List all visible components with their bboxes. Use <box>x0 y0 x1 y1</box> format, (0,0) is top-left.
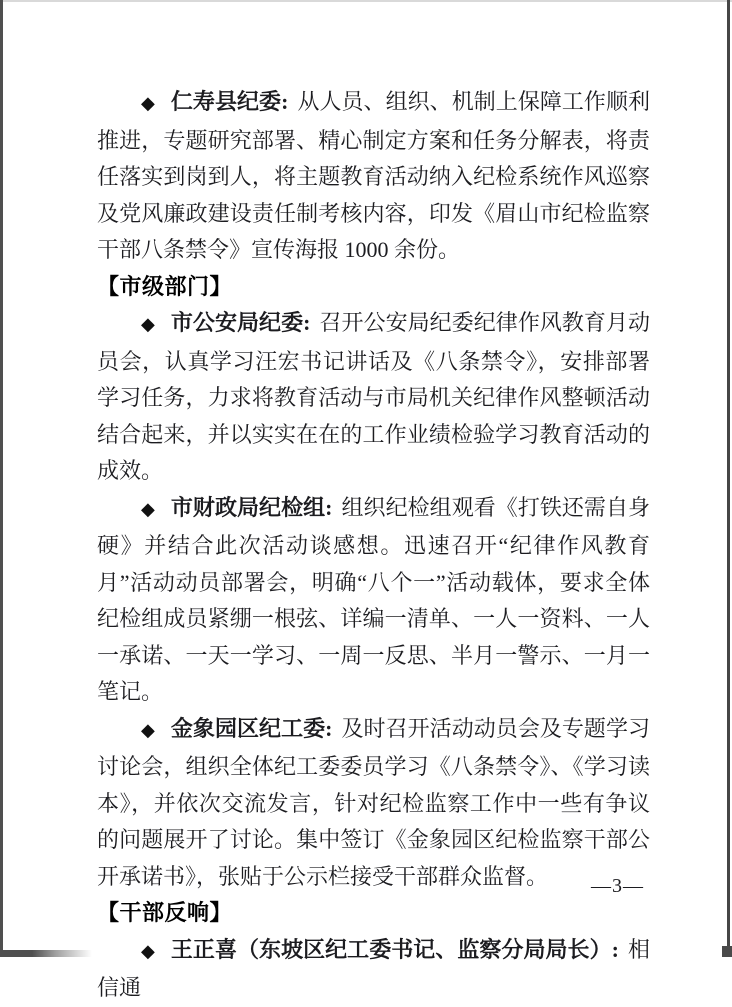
bulletin-item-text: 相信通 <box>97 936 651 1000</box>
diamond-bullet-icon: ◆ <box>141 314 155 335</box>
bulletin-item-person-name: 王正喜（东坡区纪工委书记、监察分局局长）: <box>170 936 619 962</box>
scan-edge-right <box>727 0 730 957</box>
bulletin-item-text: 及时召开活动动员会及专题学习讨论会，组织全体纪工委委员学习《八条禁令》、《学习读本》，并依次交流发言，针对纪检监察工作中一些有争议的问题展开了讨论。集中签订《金象园区纪检监察干部公开承诺书》，张贴于公示栏接受干部群众监督。 <box>97 715 651 889</box>
bulletin-item-org-name: 市公安局纪委: <box>170 310 311 335</box>
scan-edge-bottom-right <box>722 946 732 957</box>
section-heading: 【干部反响】 <box>97 900 233 925</box>
bulletin-item-org-name: 金象园区纪工委: <box>170 715 333 741</box>
document-text-block <box>97 84 650 1007</box>
diamond-bullet-icon: ◆ <box>141 940 155 962</box>
bulletin-item-org-name: 仁寿县纪委: <box>170 89 289 114</box>
bulletin-item-text: 召开公安局纪委纪律作风教育月动员会，认真学习汪宏书记讲话及《八条禁令》，安排部署学习任务，力求将教育活动与市局机关纪律作风整顿活动结合起来，并以实实在在的工作业绩检验学习教育活动的成效。 <box>97 310 651 483</box>
scan-edge-top <box>0 0 732 2</box>
bulletin-item <box>97 711 650 896</box>
bulletin-item <box>97 932 650 1007</box>
bulletin-item <box>97 490 650 711</box>
bulletin-item <box>97 84 650 269</box>
bulletin-item-org-name: 市财政局纪检组: <box>170 494 333 520</box>
bulletin-item-text: 组织纪检组观看《打铁还需自身硬》并结合此次活动谈感想。迅速召开“纪律作风教育月”活动动员部署会，明确“八个一”活动载体，要求全体纪检组成员紧绷一根弦、详编一清单、一人一资料、一人一承诺、一天一学习、一周一反思、半月一警示、一月一笔记。 <box>97 494 651 704</box>
scan-edge-bottom-left <box>0 950 92 957</box>
bulletin-item-text: 从人员、组织、机制上保障工作顺利推进，专题研究部署、精心制定方案和任务分解表，将责任落实到岗到人，将主题教育活动纳入纪检系统作风巡察及党风廉政建设责任制考核内容，印发《眉山市纪检监察干部八条禁令》宣传海报 1000 余份。 <box>97 89 650 262</box>
diamond-bullet-icon: ◆ <box>141 93 155 114</box>
diamond-bullet-icon: ◆ <box>141 498 155 520</box>
bulletin-item <box>97 305 650 490</box>
page-number: —3— <box>591 875 644 897</box>
scan-edge-left <box>0 0 3 957</box>
diamond-bullet-icon: ◆ <box>141 719 155 741</box>
section-heading: 【市级部门】 <box>97 273 233 299</box>
